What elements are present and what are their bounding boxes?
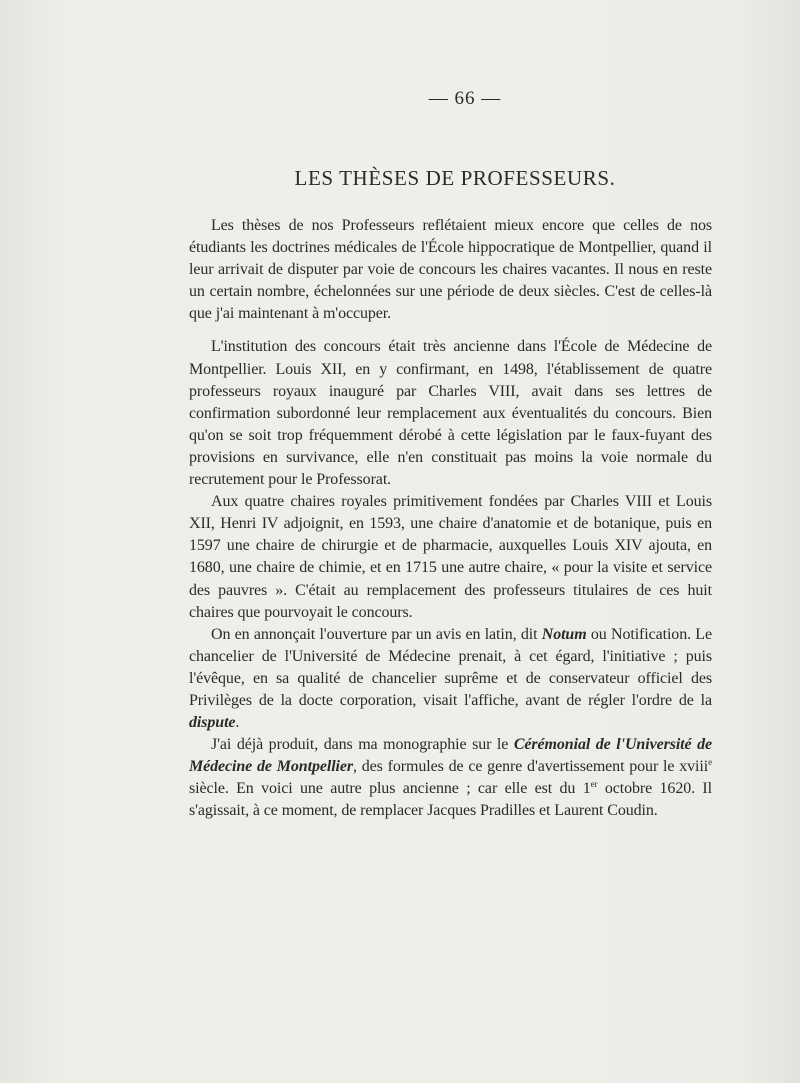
notum-term: Notum [541, 625, 587, 643]
paragraph-5 [189, 734, 712, 822]
dispute-term: dispute [189, 714, 236, 732]
paragraph-5-text-d: octobre 1620. Il s'agissait, à ce moment, de remplacer Jacques Pradilles et Laurent Coudin. [189, 780, 712, 820]
page-number: — 66 — [428, 88, 502, 109]
paragraph-5-text-b: , des formules de ce genre d'avertissement pour le xviii [353, 758, 709, 776]
century-superscript: e [708, 757, 712, 768]
paragraph-1: Les thèses de nos Professeurs reflétaient mieux encore que celles de nos étudiants les doctrines médicales de l'École hippocratique de Montpellier, quand il leur arrivait de disputer par voie de concours les chaires vacantes. Il nous en reste un certain nombre, échelonnées sur une période de deux siècles. C'est de celles-là que j'ai maintenant à m'occuper. [189, 217, 712, 323]
paragraph-4-text-b: ou Notification. Le chancelier de l'Université de Médecine prenait, à cet égard, l'initiative ; puis l'évêque, en sa qualité de chancelier suprême et de conservateur officiel des Privilèges de la docte corporation, visait l'affiche, avant de régler l'ordre de la [189, 625, 712, 709]
paragraph-5-text-c: siècle. En voici une autre plus ancienne ; car elle est du 1 [189, 780, 591, 798]
paragraph-3: Aux quatre chaires royales primitivement fondées par Charles VIII et Louis XII, Henri IV adjoignit, en 1593, une chaire d'anatomie et de botanique, puis en 1597 une chaire de chirurgie et de pharmacie, auxquelles Louis XIV ajouta, en 1680, une chaire de chimie, et en 1715 une autre chaire, « pour la visite et service des pauvres ». C'était au remplacement des professeurs titulaires de ces huit chaires que pourvoyait le concours. [189, 493, 712, 621]
paragraph-4-text-a: On en annonçait l'ouverture par un avis en latin, dit [211, 625, 542, 643]
paragraph-4-text-c: . [235, 714, 240, 732]
book-title: Cérémonial de l'Université de Médecine de Montpellier [189, 736, 713, 776]
paragraph-5-text-a: J'ai déjà produit, dans ma monographie sur le [211, 736, 514, 754]
body-text [189, 215, 712, 823]
paragraph-2: L'institution des concours était très ancienne dans l'École de Médecine de Montpellier. Louis XII, en y confirmant, en 1498, l'établissement de quatre professeurs royaux inauguré par Charles VIII, avait dans ses lettres de confirmation subordonné leur remplacement aux éventualités du concours. Bien qu'on se soit trop fréquemment dérobé à cette législation par le faux-fuyant des provisions en survivance, elle n'en constituait pas moins la voie normale du recrutement pour le Professorat. [189, 338, 712, 489]
paragraph-4 [189, 624, 712, 734]
first-superscript: er [590, 779, 598, 790]
chapter-title: LES THÈSES DE PROFESSEURS. [294, 166, 616, 190]
